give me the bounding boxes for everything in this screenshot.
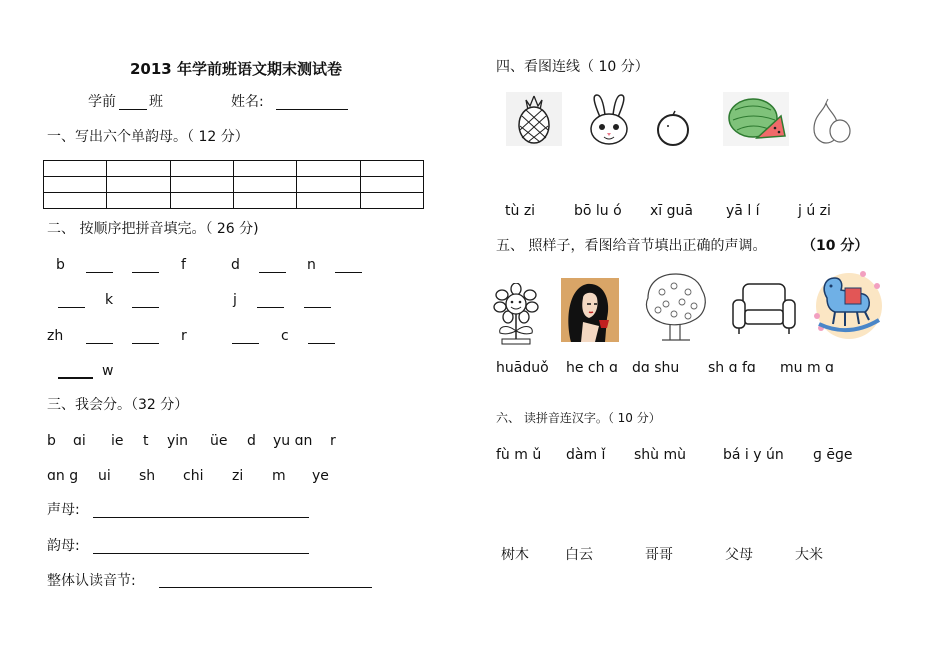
syllable: chi [183, 468, 204, 484]
syllable: zi [232, 468, 244, 484]
pinyin-word: fù m ǔ [496, 447, 542, 463]
woman-drinking-icon [561, 278, 619, 342]
zhengti-label: 整体认读音节: [47, 573, 136, 589]
answer-blank[interactable] [304, 307, 331, 308]
fruit-word: xī guā [650, 203, 693, 219]
letter: b [56, 257, 65, 273]
fruit-word: yā l í [726, 203, 760, 219]
page-title: 2013 年学前班语文期末测试卷 [130, 60, 342, 78]
tree-icon [640, 270, 712, 344]
section-6-title: 六、 读拼音连汉字。（ 10 分） [496, 411, 661, 425]
section-5-score: （10 分） [802, 238, 869, 254]
tone-word: mu m ɑ [780, 360, 834, 376]
answer-blank[interactable] [58, 307, 85, 308]
section-4-title: 四、看图连线（ 10 分） [496, 59, 649, 75]
watermelon-icon [723, 92, 789, 146]
letter: r [181, 328, 187, 344]
syllable: sh [139, 468, 156, 484]
section-5-title: 五、 照样子，看图给音节填出正确的声调。 [496, 238, 767, 254]
pinyin-word: dàm ǐ [566, 447, 606, 463]
letter: j [233, 292, 237, 308]
zhengti-blank[interactable] [159, 587, 372, 588]
section-1-title: 一、写出六个单韵母。（ 12 分） [47, 129, 249, 145]
letter: k [105, 292, 114, 308]
syllable: ie [111, 433, 124, 449]
syllable: yin [167, 433, 189, 449]
syllable: t [143, 433, 149, 449]
answer-blank[interactable] [86, 343, 113, 344]
tone-word: he ch ɑ [566, 360, 618, 376]
shengmu-blank[interactable] [93, 517, 309, 518]
letter: zh [47, 328, 64, 344]
tone-word: huāduǒ [496, 360, 549, 376]
letter: f [181, 257, 186, 273]
syllable: r [330, 433, 336, 449]
fruit-word: j ú zi [798, 203, 831, 219]
answer-blank[interactable] [58, 377, 93, 379]
hanzi-word: 父母 [725, 547, 753, 563]
syllable: üe [210, 433, 228, 449]
letter: n [307, 257, 316, 273]
syllable: ui [98, 468, 111, 484]
name-label: 姓名: [231, 94, 264, 110]
section-3-title: 三、我会分。（32 分） [47, 397, 189, 413]
answer-blank[interactable] [257, 307, 284, 308]
class-suffix: 班 [149, 94, 163, 110]
sofa-icon [731, 280, 797, 336]
pineapple-icon [506, 92, 562, 146]
rocking-horse-icon [811, 268, 887, 340]
answer-blank[interactable] [132, 343, 159, 344]
syllable: yu ɑn [273, 433, 313, 449]
fruit-word: tù zi [505, 203, 536, 219]
answer-blank[interactable] [86, 272, 113, 273]
syllable: ye [312, 468, 329, 484]
letter: w [102, 363, 114, 379]
syllable: b [47, 433, 56, 449]
yunmu-label: 韵母: [47, 538, 80, 554]
flower-icon [492, 283, 540, 345]
answer-blank[interactable] [232, 343, 259, 344]
shengmu-label: 声母: [47, 502, 80, 518]
vowel-answer-grid[interactable] [43, 160, 424, 209]
answer-blank[interactable] [132, 307, 159, 308]
pinyin-word: shù mù [634, 447, 687, 463]
section-2-title: 二、 按顺序把拼音填完。（ 26 分) [47, 221, 259, 237]
letter: c [281, 328, 289, 344]
syllable: ɑi [73, 433, 86, 449]
letter: d [231, 257, 240, 273]
answer-blank[interactable] [308, 343, 335, 344]
hanzi-word: 树木 [501, 547, 529, 563]
tone-word: sh ɑ fɑ [708, 360, 756, 376]
tone-word: dɑ shu [632, 360, 680, 376]
pear-icon [808, 97, 852, 145]
class-blank[interactable] [119, 109, 147, 110]
pinyin-word: ɡ ēɡe [813, 447, 853, 463]
answer-blank[interactable] [259, 272, 286, 273]
hanzi-word: 白云 [565, 547, 593, 563]
orange-icon [654, 108, 692, 148]
rabbit-icon [584, 93, 634, 147]
name-blank[interactable] [276, 109, 348, 110]
pinyin-word: bá i y ún [723, 447, 784, 463]
fruit-word: bō lu ó [574, 203, 622, 219]
syllable: m [272, 468, 286, 484]
syllable: ɑn g [47, 468, 79, 484]
yunmu-blank[interactable] [93, 553, 309, 554]
hanzi-word: 大米 [795, 547, 823, 563]
hanzi-word: 哥哥 [645, 547, 673, 563]
class-prefix: 学前 [88, 94, 116, 110]
answer-blank[interactable] [335, 272, 362, 273]
syllable: d [247, 433, 256, 449]
answer-blank[interactable] [132, 272, 159, 273]
